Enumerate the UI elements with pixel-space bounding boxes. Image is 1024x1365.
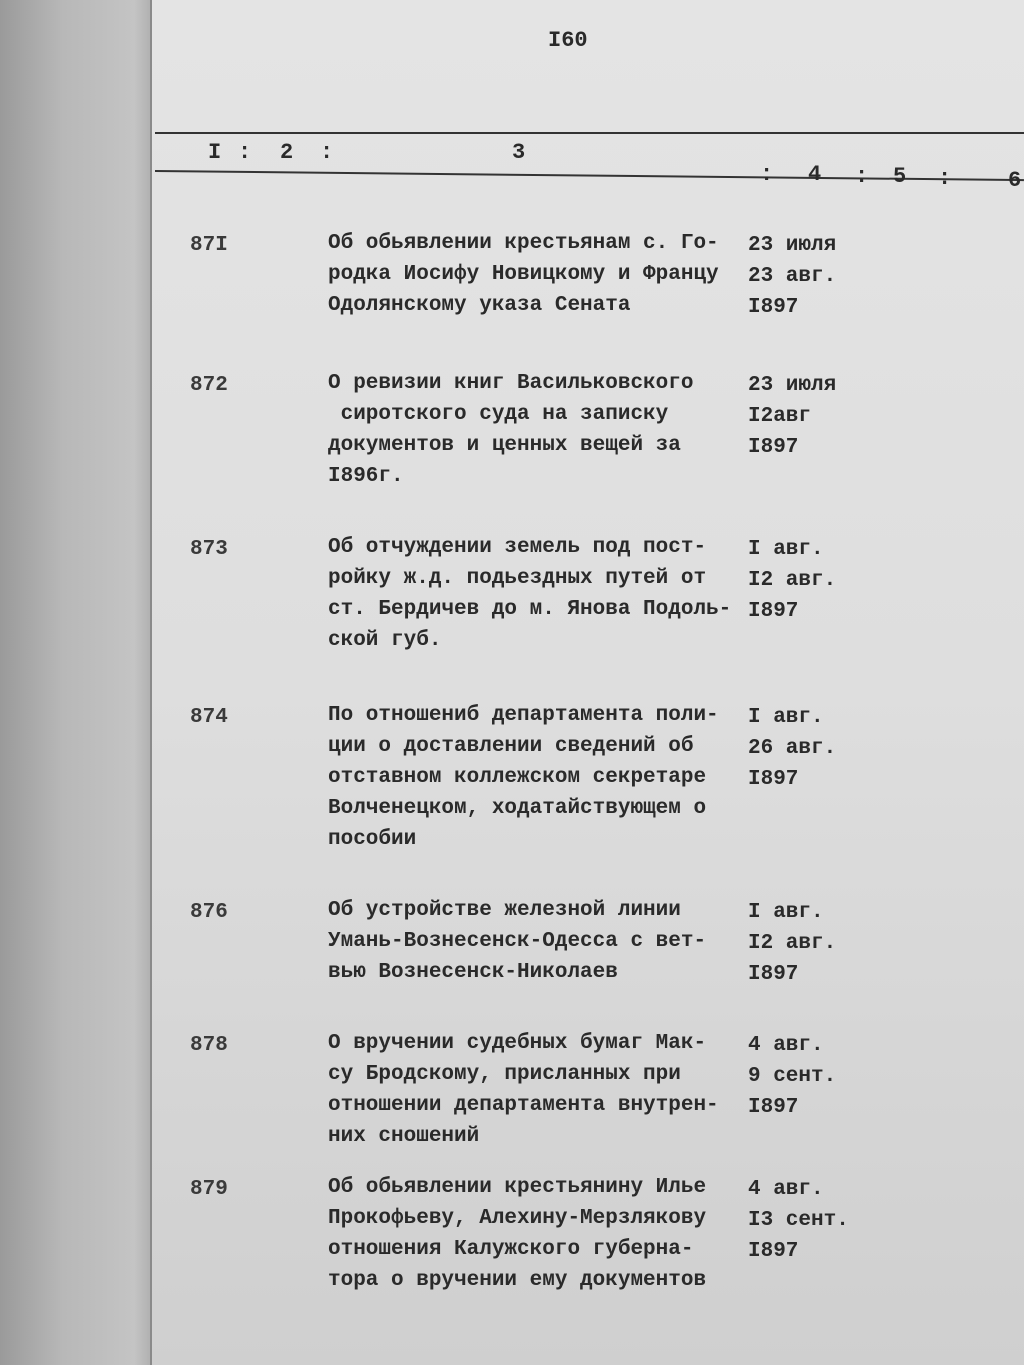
entry-dates <box>748 1030 836 1123</box>
description-line: документов и ценных вещей за <box>328 434 681 457</box>
column-header-4: 4 <box>808 162 822 187</box>
entry-description <box>328 1172 706 1296</box>
date-line: I авг. <box>748 901 824 924</box>
description-line: вью Вознесенск-Николаев <box>328 961 618 984</box>
entry-number: 87I <box>190 234 228 257</box>
description-line: Прокофьеву, Алехину-Мерзлякову <box>328 1207 707 1230</box>
description-line: ст. Бердичев до м. Янова Подоль- <box>328 598 732 621</box>
entry-description <box>328 1028 719 1152</box>
date-line: I897 <box>748 1096 799 1119</box>
description-line: О ревизии книг Васильковского <box>328 372 694 395</box>
entry-dates <box>748 702 836 795</box>
description-line: них сношений <box>328 1125 480 1148</box>
column-separator: : <box>320 140 334 165</box>
date-line: I2авг <box>748 405 812 428</box>
column-separator: : <box>238 140 252 165</box>
page-number: I60 <box>548 28 588 53</box>
entry-dates <box>748 370 836 463</box>
description-line: Об отчуждении земель под пост- <box>328 536 707 559</box>
description-line: отношения Калужского губерна- <box>328 1238 694 1261</box>
description-line: Об обьявлении крестьянам с. Го- <box>328 232 719 255</box>
date-line: I897 <box>748 436 799 459</box>
description-line: ции о доставлении сведений об <box>328 735 694 758</box>
date-line: 23 июля <box>748 374 837 397</box>
date-line: I897 <box>748 600 799 623</box>
description-line: Умань-Вознесенск-Одесса с вет- <box>328 930 707 953</box>
description-line: тора о вручении ему документов <box>328 1269 707 1292</box>
entry-dates <box>748 230 836 323</box>
column-header-3: 3 <box>512 140 526 165</box>
date-line: I897 <box>748 1240 799 1263</box>
description-line: ройку ж.д. подьездных путей от <box>328 567 707 590</box>
description-line: пособии <box>328 828 417 851</box>
entry-dates <box>748 534 836 627</box>
entry-description <box>328 532 731 656</box>
date-line: I897 <box>748 963 799 986</box>
date-line: I3 сент. <box>748 1209 849 1232</box>
description-line: Одолянскому указа Сената <box>328 294 631 317</box>
facing-page <box>0 0 158 1365</box>
date-line: I2 авг. <box>748 932 837 955</box>
date-line: I авг. <box>748 706 824 729</box>
description-line: О вручении судебных бумаг Мак- <box>328 1032 707 1055</box>
description-line: I896г. <box>328 465 404 488</box>
column-separator: : <box>938 166 952 191</box>
entry-description <box>328 895 706 988</box>
column-separator: : <box>760 162 774 187</box>
entry-number: 878 <box>190 1034 228 1057</box>
description-line: Волченецком, ходатайствующем о <box>328 797 707 820</box>
description-line: отставном коллежском секретаре <box>328 766 707 789</box>
entry-description <box>328 700 719 855</box>
date-line: 23 авг. <box>748 265 837 288</box>
column-header-6: 6 <box>1008 168 1022 193</box>
column-header-1: I <box>208 140 222 165</box>
date-line: I897 <box>748 768 799 791</box>
date-line: 4 авг. <box>748 1034 824 1057</box>
entry-number: 873 <box>190 538 228 561</box>
entry-dates <box>748 897 836 990</box>
description-line: сиротского суда на записку <box>328 403 669 426</box>
header-rule-top <box>155 132 1024 134</box>
entry-description <box>328 368 693 492</box>
entry-number: 874 <box>190 706 228 729</box>
entry-description <box>328 228 719 321</box>
document-page <box>150 0 1024 1365</box>
description-line: родка Иосифу Новицкому и Францу <box>328 263 719 286</box>
description-line: Об обьявлении крестьянину Илье <box>328 1176 707 1199</box>
date-line: 23 июля <box>748 234 837 257</box>
date-line: I авг. <box>748 538 824 561</box>
entry-dates <box>748 1174 849 1267</box>
description-line: ской губ. <box>328 629 442 652</box>
description-line: су Бродскому, присланных при <box>328 1063 681 1086</box>
entry-number: 876 <box>190 901 228 924</box>
date-line: I897 <box>748 296 799 319</box>
date-line: 26 авг. <box>748 737 837 760</box>
date-line: I2 авг. <box>748 569 837 592</box>
description-line: По отношениб департамента поли- <box>328 704 719 727</box>
column-separator: : <box>855 164 869 189</box>
date-line: 4 авг. <box>748 1178 824 1201</box>
description-line: Об устройстве железной линии <box>328 899 681 922</box>
column-header-2: 2 <box>280 140 294 165</box>
column-header-5: 5 <box>893 164 907 189</box>
description-line: отношении департамента внутрен- <box>328 1094 719 1117</box>
entry-number: 879 <box>190 1178 228 1201</box>
entry-number: 872 <box>190 374 228 397</box>
date-line: 9 сент. <box>748 1065 837 1088</box>
